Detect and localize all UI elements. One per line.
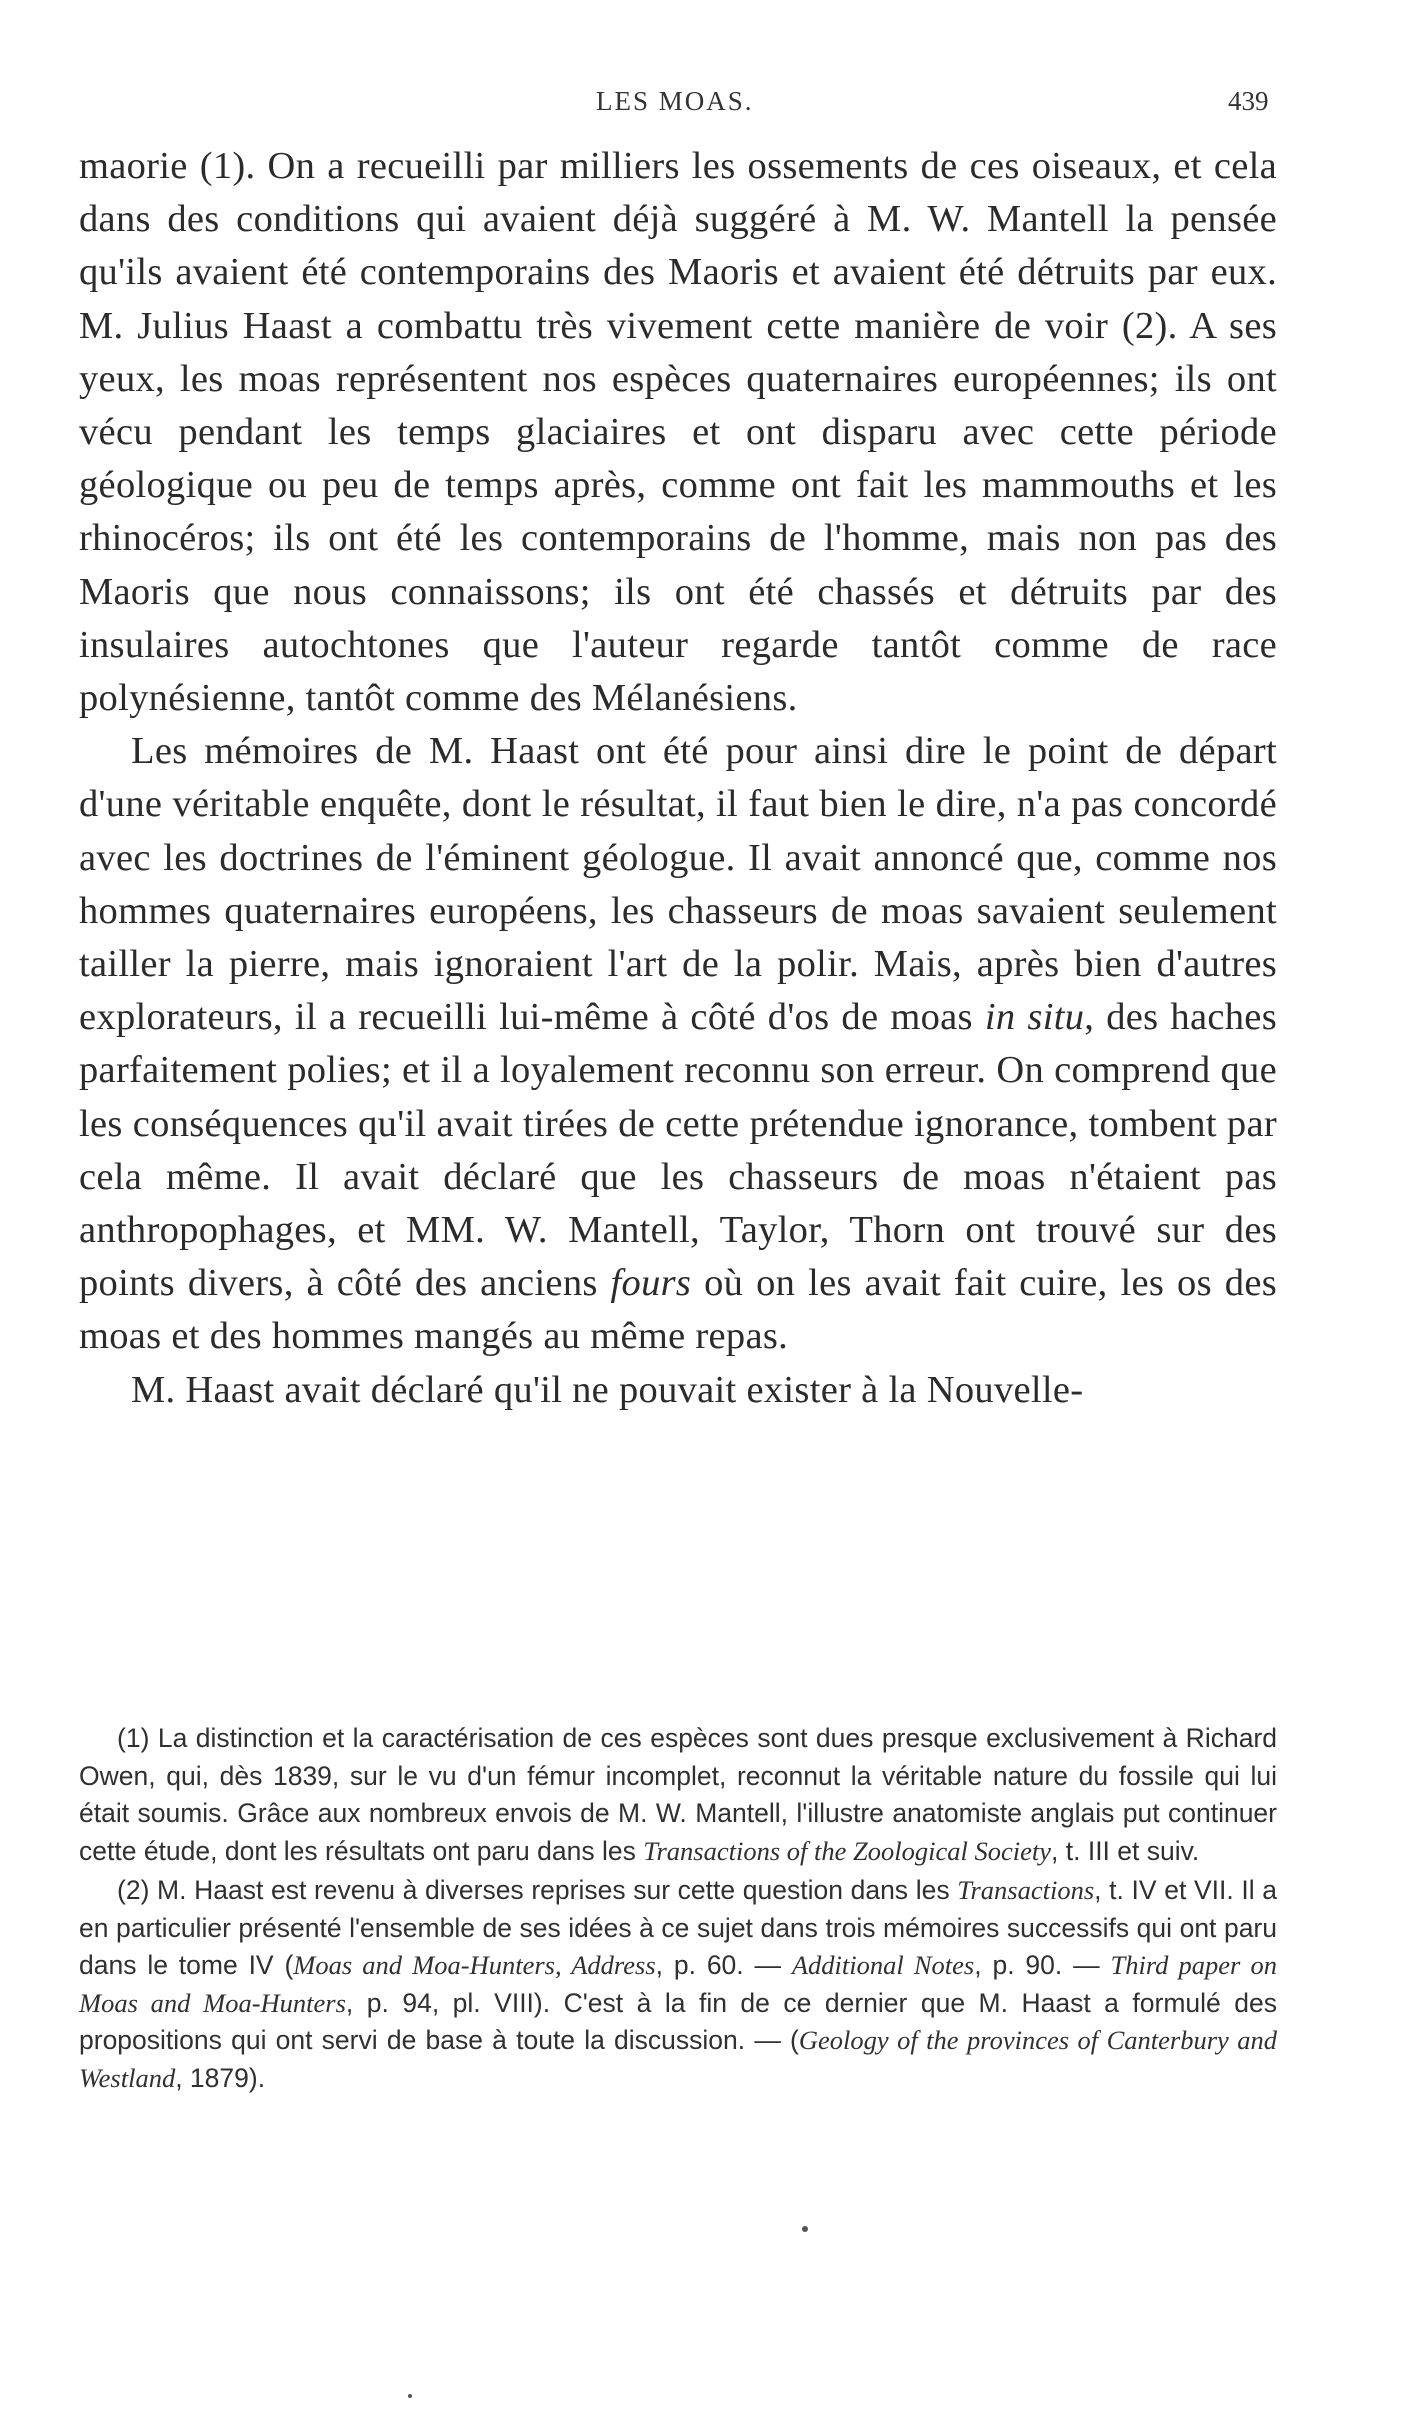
- footnote-2-italic-3: Additional Notes: [791, 1950, 975, 1980]
- footnote-1-italic: Transactions of the Zoological Society: [643, 1835, 1052, 1866]
- body-text: [79, 140, 1277, 1417]
- paragraph-2-part-3: où on les avait fait cuire, les os des moas et des hommes mangés au même repas.: [79, 1262, 1277, 1358]
- footnote-2-part-5: , p. 94, pl. VIII). C'est à la fin de ce dernier que M. Haast a formulé des propositions qui ont servi de base à toute la discussion. — (: [79, 1987, 1277, 2055]
- ink-speck: [408, 2394, 412, 2398]
- running-head: [0, 86, 1417, 126]
- paragraph-2: [79, 725, 1277, 1363]
- footnote-1-part-1: (1) La distinction et la caractérisation de ces espèces sont dues presque exclusivement à Richard Owen, qui, dès 1839, sur le vu d'un fémur incomplet, reconnut la véritable nature du fossile qui lui était soumis. Grâce aux nombreux envois de M. W. Mantell, l'illustre anatomiste anglais put continuer cette étude, dont les résultats ont paru dans les: [79, 1723, 1277, 1866]
- footnote-1: [79, 1720, 1277, 1870]
- ink-speck: [802, 2226, 808, 2232]
- footnote-2-part-2: , t. IV et VII. Il a en particulier présenté l'ensemble de ses idées à ce sujet dans trois mémoires successifs qui ont paru dans le tome IV (: [79, 1875, 1277, 1980]
- paragraph-2-part-1: Les mémoires de M. Haast ont été pour ainsi dire le point de départ d'une véritable enquête, dont le résultat, il faut bien le dire, n'a pas concordé avec les doctrines de l'éminent géologue. Il avait annoncé que, comme nos hommes quaternaires européens, les chasseurs de moas savaient seulement tailler la pierre, mais ignoraient l'art de la polir. Mais, après bien d'autres explorateurs, il a recueilli lui-même à côté d'os de moas: [79, 730, 1277, 1039]
- paragraph-3: M. Haast avait déclaré qu'il ne pouvait exister à la Nouvelle-: [131, 1368, 1084, 1411]
- page-number: 439: [1228, 86, 1269, 116]
- footnote-2: [79, 1872, 1277, 2097]
- footnote-2-italic-2: Moas and Moa-Hunters, Address: [293, 1950, 656, 1980]
- paragraph-1: maorie (1). On a recueilli par milliers les ossements de ces oiseaux, et cela dans des conditions qui avaient déjà suggéré à M. W. Mantell la pensée qu'ils avaient été contemporains des Maoris et avaient été détruits par eux. M. Julius Haast a combattu très vivement cette manière de voir (2). A ses yeux, les moas représentent nos espèces quaternaires européennes; ils ont vécu pendant les temps glaciaires et ont disparu avec cette période géologique ou peu de temps après, comme ont fait les mammouths et les rhinocéros; ils ont été les contemporains de l'homme, mais non pas des Maoris que nous connaissons; ils ont été chassés et détruits par des insulaires autochtones que l'auteur regarde tantôt comme de race polynésienne, tantôt comme des Mélanésiens.: [79, 145, 1277, 720]
- footnote-2-italic-5: Geology of the provinces of Canterbury and Westland: [79, 2025, 1277, 2093]
- footnote-2-part-4: , p. 90. —: [974, 1950, 1111, 1980]
- footnote-2-part-3: , p. 60. —: [655, 1950, 792, 1980]
- paragraph-2-italic-in-situ: in situ: [984, 996, 1085, 1039]
- footnote-2-italic-4: Third paper on Moas and Moa-Hunters: [79, 1950, 1277, 2018]
- footnote-2-part-6: , 1879).: [175, 2062, 266, 2093]
- paragraph-2-part-2: , des haches parfaitement polies; et il a loyalement reconnu son erreur. On comprend que les conséquences qu'il avait tirées de cette prétendue ignorance, tombent par cela même. Il avait déclaré que les chasseurs de moas n'étaient pas anthropophages, et MM. W. Mantell, Taylor, Thorn ont trouvé sur des points divers, à côté des anciens: [79, 996, 1277, 1305]
- footnotes: [79, 1720, 1277, 2097]
- footnote-1-part-2: , t. III et suiv.: [1051, 1835, 1200, 1866]
- footnote-2-part-1: (2) M. Haast est revenu à diverses reprises sur cette question dans les: [117, 1875, 958, 1905]
- footnote-2-italic-1: Transactions: [957, 1875, 1095, 1905]
- running-title: LES MOAS.: [596, 86, 754, 116]
- paragraph-2-italic-fours: fours: [610, 1262, 692, 1305]
